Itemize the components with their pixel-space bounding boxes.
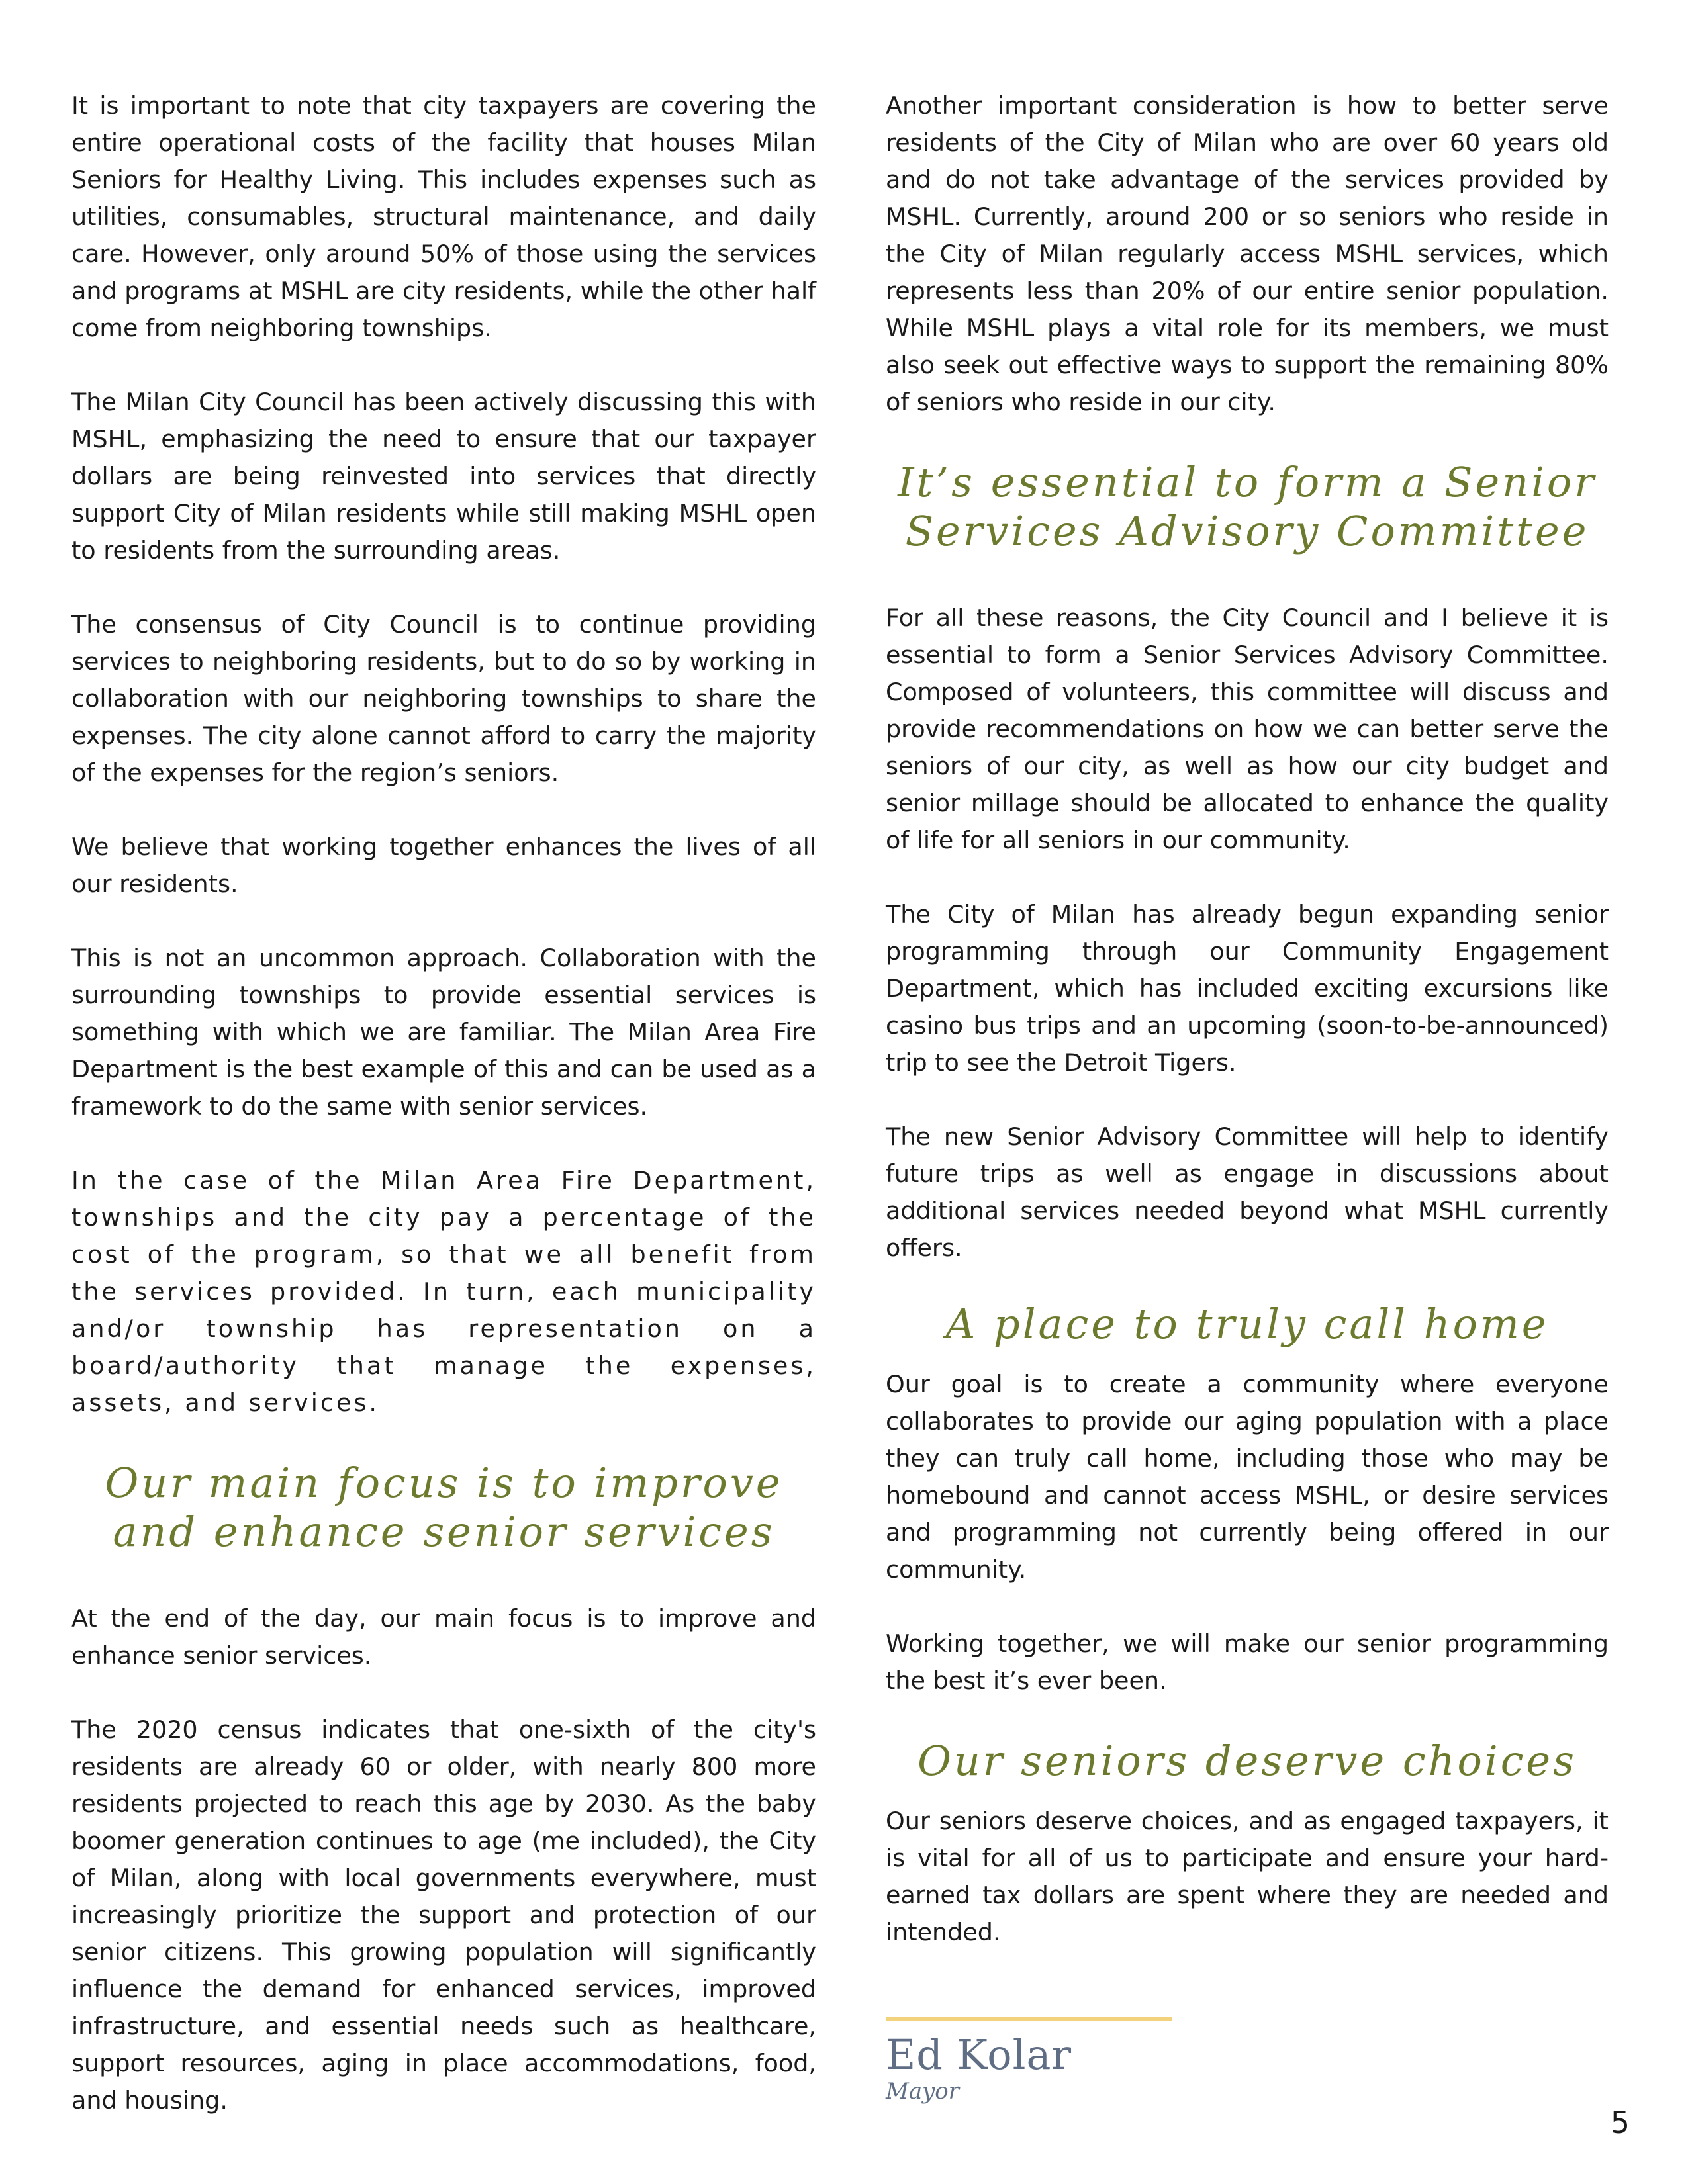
- paragraph-new-committee: The new Senior Advisory Committee will help to identify future trips as well as engage in discussions about additional services needed beyond what MSHL currently offers.: [886, 1122, 1609, 1262]
- signature-rule: [886, 2017, 1172, 2021]
- paragraph-council-consensus: The consensus of City Council is to continue providing services to neighboring residents, but to do so by working in collaboration with our neighboring townships to share the expenses. The city alone cannot afford to carry the majority of the expenses for the region’s seniors.: [71, 610, 816, 787]
- page-number: 5: [1610, 2105, 1630, 2140]
- signature-title: Mayor: [886, 2078, 960, 2105]
- signature-name: Ed Kolar: [886, 2030, 1072, 2079]
- paragraph-goal: Our goal is to create a community where everyone collaborates to provide our aging population with a place they can truly call home, including those who may be homebound and cannot access MSHL, or desire services and programming not currently being offered in our community.: [886, 1370, 1609, 1584]
- paragraph-main-focus: At the end of the day, our main focus is to improve and enhance senior services.: [71, 1604, 816, 1670]
- heading-deserve-choices: Our seniors deserve choices: [917, 1737, 1577, 1785]
- paragraph-census: The 2020 census indicates that one-sixth of the city's residents are already 60 or older, with nearly 800 more residents projected to reach this age by 2030. As the baby boomer generation continues to age (me included), the City of Milan, along with local governments everywhere, must increasingly prioritize the support and protection of our senior citizens. This growing population will significantly influence the demand for enhanced services, improved infrastructure, and essential needs such as healthcare, support resources, aging in place accommodations, food, and housing.: [71, 1715, 816, 2115]
- paragraph-collaboration: This is not an uncommon approach. Collaboration with the surrounding townships to provide essential services is something with which we are familiar. The Milan Area Fire Department is the best example of this and can be used as a framework to do the same with senior services.: [71, 944, 816, 1120]
- paragraph-committee-reasons: For all these reasons, the City Council and I believe it is essential to form a Senior Services Advisory Committee. Composed of volunteers, this committee will discuss and provide recommendations on how we can better serve the seniors of our city, as well as how our city budget and senior millage should be allocated to enhance the quality of life for all seniors in our community.: [886, 604, 1609, 854]
- right-column: [886, 87, 1609, 2105]
- paragraph-council-discussion: The Milan City Council has been actively discussing this with MSHL, emphasizing the need to ensure that our taxpayer dollars are being reinvested into services that directly support City of Milan residents while still making MSHL open to residents from the surrounding areas.: [71, 388, 816, 565]
- paragraph-choices: Our seniors deserve choices, and as engaged taxpayers, it is vital for all of us to participate and ensure your hard-earned tax dollars are spent where they are needed and intended.: [886, 1807, 1609, 1946]
- paragraph-taxpayers: It is important to note that city taxpayers are covering the entire operational costs of the facility that houses Milan Seniors for Healthy Living. This includes expenses such as utilities, consumables, structural maintenance, and daily care. However, only around 50% of those using the services and programs at MSHL are city residents, while the other half come from neighboring townships.: [71, 91, 816, 342]
- heading-advisory-committee: It’s essential to form a Senior Services Advisory Committee: [898, 458, 1597, 555]
- paragraph-programming: The City of Milan has already begun expanding senior programming through our Community Engagement Department, which has included exciting excursions like casino bus trips and an upcoming (soon-to-be-announced) trip to see the Detroit Tigers.: [886, 900, 1609, 1077]
- paragraph-best-ever: Working together, we will make our senior programming the best it’s ever been.: [886, 1629, 1609, 1695]
- paragraph-working-together: We believe that working together enhances the lives of all our residents.: [71, 833, 816, 898]
- heading-call-home: A place to truly call home: [945, 1300, 1549, 1348]
- paragraph-fire-department: In the case of the Milan Area Fire Department, townships and the city pay a percentage of the cost of the program, so that we all benefit from the services provided. In turn, each municipality and/or township has representation on a board/authority that manage the expenses, assets, and services.: [71, 1166, 816, 1417]
- left-column: [71, 87, 816, 2156]
- heading-main-focus: Our main focus is to improve and enhance senior services: [105, 1459, 783, 1556]
- paragraph-consideration: Another important consideration is how to better serve residents of the City of Milan who are over 60 years old and do not take advantage of the services provided by MSHL. Currently, around 200 or so seniors who reside in the City of Milan regularly access MSHL services, which represents less than 20% of our entire senior population. While MSHL plays a vital role for its members, we must also seek out effective ways to support the remaining 80% of seniors who reside in our city.: [886, 91, 1609, 416]
